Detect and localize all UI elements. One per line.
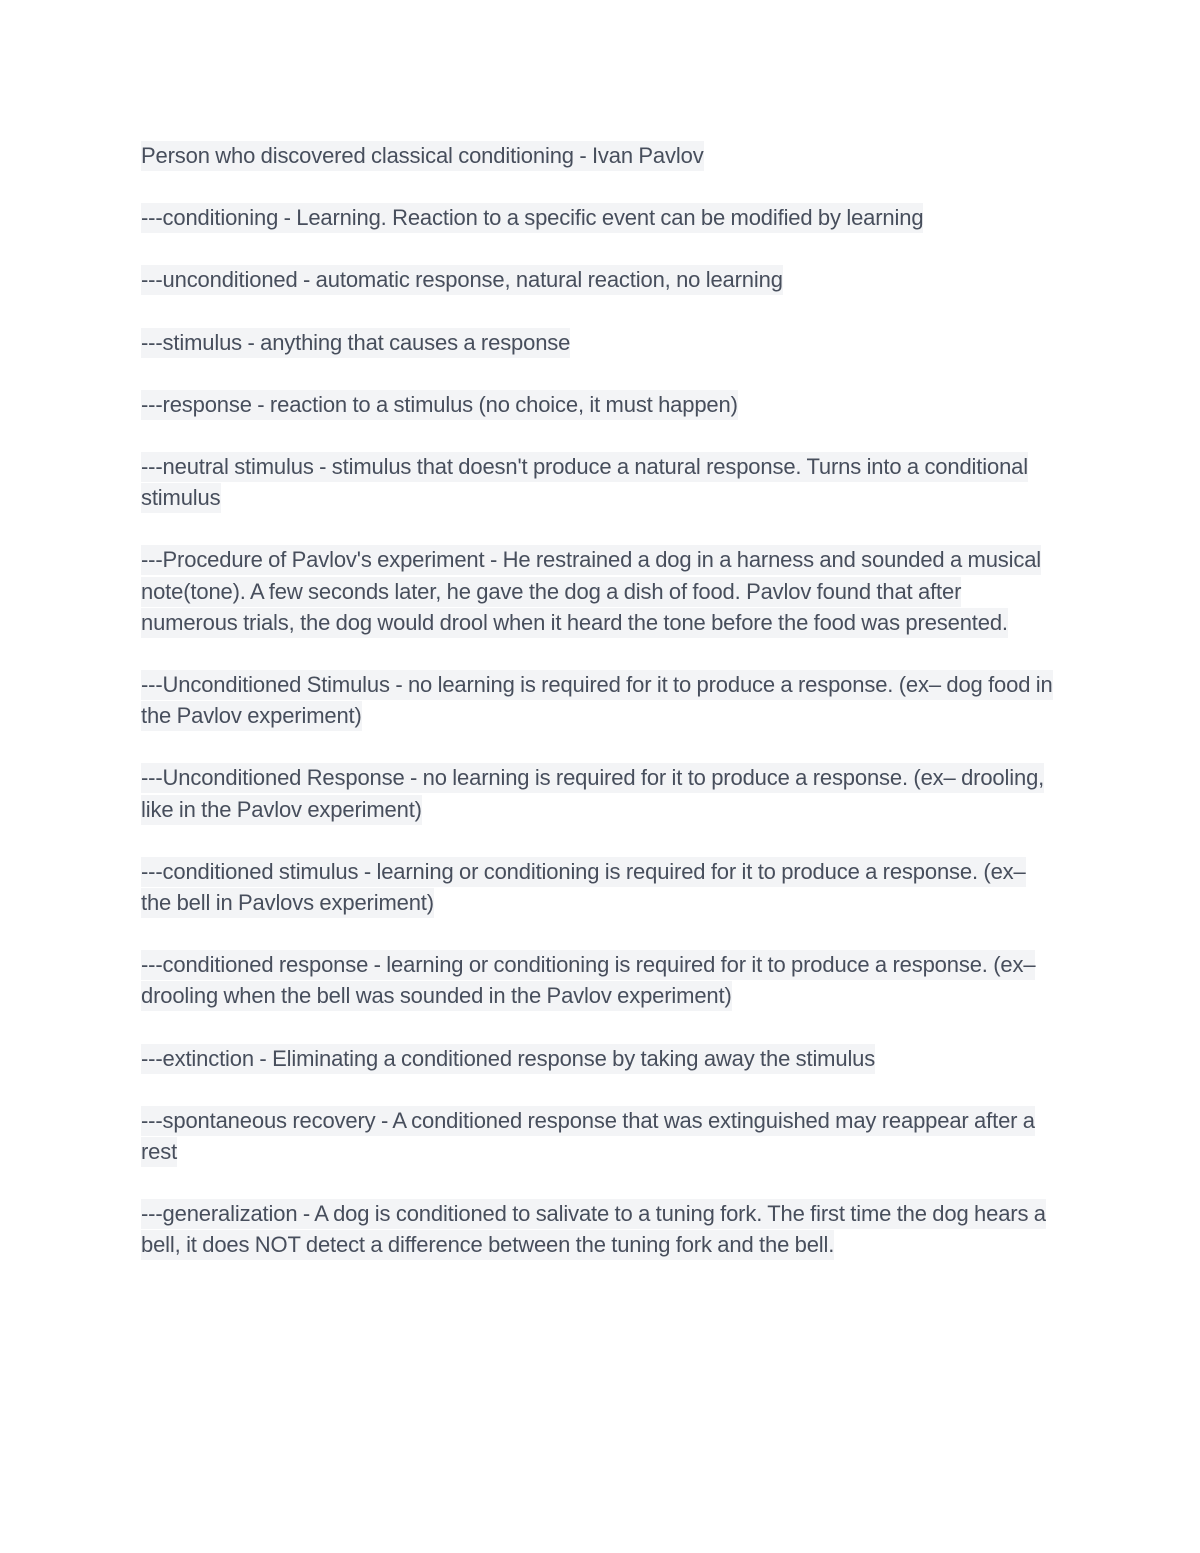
note-text: ---generalization - A dog is conditioned to salivate to a tuning fork. The first time the dog hears a bell, it does NOT detect a difference between the tuning fork and the bell. [141, 1199, 1046, 1260]
note-extinction [141, 1043, 1061, 1074]
note-neutral-stimulus [141, 451, 1061, 513]
note-unconditioned-response [141, 762, 1061, 824]
note-text: ---unconditioned - automatic response, natural reaction, no learning [141, 265, 783, 295]
note-text: ---spontaneous recovery - A conditioned response that was extinguished may reappear after a rest [141, 1106, 1035, 1167]
note-text: ---neutral stimulus - stimulus that doesn't produce a natural response. Turns into a conditional stimulus [141, 452, 1028, 513]
note-unconditioned [141, 264, 1061, 295]
note-conditioned-response [141, 949, 1061, 1011]
note-text: ---response - reaction to a stimulus (no choice, it must happen) [141, 390, 738, 420]
note-generalization [141, 1198, 1061, 1260]
note-text: ---Unconditioned Stimulus - no learning is required for it to produce a response. (ex– dog food in the Pavlov experiment) [141, 670, 1053, 731]
note-text: ---conditioning - Learning. Reaction to a specific event can be modified by learning [141, 203, 923, 233]
note-spontaneous-recovery [141, 1105, 1061, 1167]
note-text: Person who discovered classical conditioning - Ivan Pavlov [141, 141, 704, 171]
note-text: ---conditioned stimulus - learning or conditioning is required for it to produce a response. (ex– the bell in Pavlovs experiment) [141, 857, 1026, 918]
note-conditioning [141, 202, 1061, 233]
document-page [141, 140, 1061, 1292]
note-conditioned-stimulus [141, 856, 1061, 918]
note-discoverer [141, 140, 1061, 171]
note-unconditioned-stimulus [141, 669, 1061, 731]
note-stimulus [141, 327, 1061, 358]
note-text: ---conditioned response - learning or conditioning is required for it to produce a response. (ex– drooling when the bell was sounded in the Pavlov experiment) [141, 950, 1035, 1011]
note-text: ---Procedure of Pavlov's experiment - He restrained a dog in a harness and sounded a musical note(tone). A few seconds later, he gave the dog a dish of food. Pavlov found that after numerous trials, the dog would drool when it heard the tone before the food was presented. [141, 545, 1041, 637]
note-text: ---extinction - Eliminating a conditioned response by taking away the stimulus [141, 1044, 875, 1074]
note-text: ---Unconditioned Response - no learning is required for it to produce a response. (ex– drooling, like in the Pavlov experiment) [141, 763, 1044, 824]
note-response [141, 389, 1061, 420]
note-text: ---stimulus - anything that causes a response [141, 328, 570, 358]
note-pavlov-procedure [141, 544, 1061, 638]
